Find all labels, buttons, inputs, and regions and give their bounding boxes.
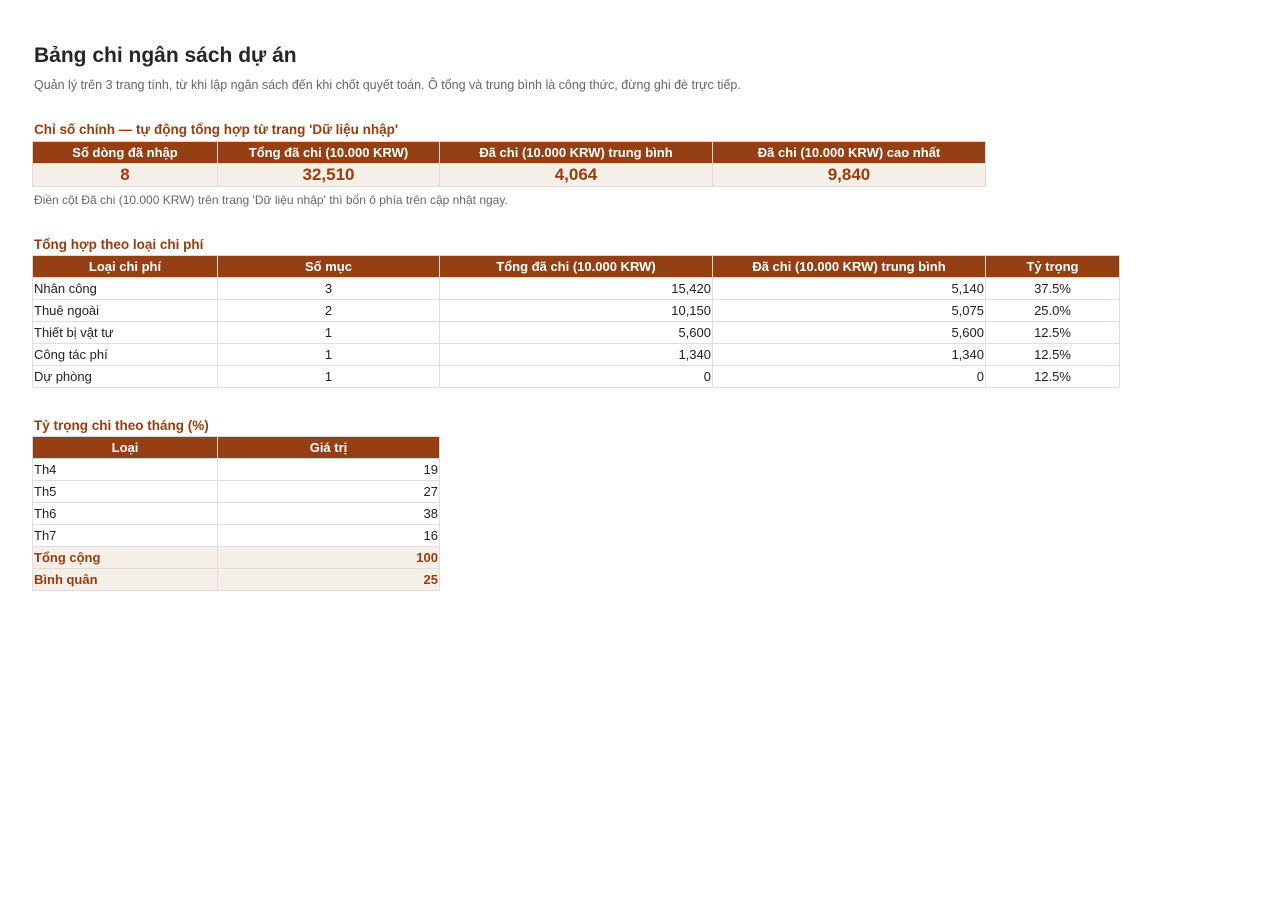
average-value-cell[interactable]: 25	[218, 569, 440, 591]
by-type-header-total[interactable]: Tổng đã chi (10.000 KRW)	[440, 256, 713, 278]
by-month-header-value[interactable]: Giá trị	[218, 437, 440, 459]
count-cell[interactable]: 1	[218, 344, 440, 366]
kpi-header-total-spent[interactable]: Tổng đã chi (10.000 KRW)	[218, 142, 440, 164]
table-row	[33, 503, 440, 525]
by-type-header-category[interactable]: Loại chi phí	[33, 256, 218, 278]
share-cell[interactable]: 25.0%	[986, 300, 1120, 322]
table-row	[33, 366, 1120, 388]
category-cell[interactable]: Thiết bị vật tư	[33, 322, 218, 344]
value-cell[interactable]: 27	[218, 481, 440, 503]
page-title: Bảng chi ngân sách dự án	[34, 44, 297, 67]
by-type-header-row	[33, 256, 1120, 278]
average-cell[interactable]: 5,075	[713, 300, 986, 322]
total-cell[interactable]: 5,600	[440, 322, 713, 344]
value-cell[interactable]: 38	[218, 503, 440, 525]
count-cell[interactable]: 3	[218, 278, 440, 300]
by-month-section-title: Tỷ trọng chi theo tháng (%)	[34, 418, 209, 433]
category-cell[interactable]: Thuê ngoài	[33, 300, 218, 322]
by-type-header-count[interactable]: Số mục	[218, 256, 440, 278]
average-cell[interactable]: 1,340	[713, 344, 986, 366]
kpi-header-avg-spent[interactable]: Đã chi (10.000 KRW) trung bình	[440, 142, 713, 164]
kpi-value-max-spent[interactable]: 9,840	[713, 164, 986, 187]
kpi-header-row	[33, 142, 986, 164]
kpi-value-row	[33, 164, 986, 187]
kpi-value-total-spent[interactable]: 32,510	[218, 164, 440, 187]
kpi-header-rows-entered[interactable]: Số dòng đã nhập	[33, 142, 218, 164]
share-cell[interactable]: 12.5%	[986, 344, 1120, 366]
category-cell[interactable]: Dự phòng	[33, 366, 218, 388]
month-cell[interactable]: Th7	[33, 525, 218, 547]
average-cell[interactable]: 5,600	[713, 322, 986, 344]
count-cell[interactable]: 1	[218, 366, 440, 388]
category-cell[interactable]: Nhân công	[33, 278, 218, 300]
share-cell[interactable]: 37.5%	[986, 278, 1120, 300]
page-subtitle: Quản lý trên 3 trang tính, từ khi lập ngân sách đến khi chốt quyết toán. Ô tổng và trung bình là công thức, đừng ghi đè trực tiếp.	[34, 78, 741, 92]
average-label-cell[interactable]: Bình quân	[33, 569, 218, 591]
kpi-header-max-spent[interactable]: Đã chi (10.000 KRW) cao nhất	[713, 142, 986, 164]
kpi-value-rows-entered[interactable]: 8	[33, 164, 218, 187]
kpi-section-title: Chỉ số chính — tự động tổng hợp từ trang 'Dữ liệu nhập'	[34, 122, 399, 137]
share-cell[interactable]: 12.5%	[986, 366, 1120, 388]
by-month-header-label[interactable]: Loại	[33, 437, 218, 459]
table-row	[33, 459, 440, 481]
month-cell[interactable]: Th4	[33, 459, 218, 481]
total-cell[interactable]: 10,150	[440, 300, 713, 322]
by-month-table	[32, 436, 440, 591]
by-month-header-row	[33, 437, 440, 459]
by-type-section-title: Tổng hợp theo loại chi phí	[34, 237, 204, 252]
table-row	[33, 481, 440, 503]
by-type-header-share[interactable]: Tỷ trọng	[986, 256, 1120, 278]
average-cell[interactable]: 0	[713, 366, 986, 388]
total-cell[interactable]: 1,340	[440, 344, 713, 366]
by-type-header-average[interactable]: Đã chi (10.000 KRW) trung bình	[713, 256, 986, 278]
table-row	[33, 322, 1120, 344]
by-type-table	[32, 255, 1120, 388]
total-cell[interactable]: 15,420	[440, 278, 713, 300]
count-cell[interactable]: 2	[218, 300, 440, 322]
kpi-value-avg-spent[interactable]: 4,064	[440, 164, 713, 187]
total-value-cell[interactable]: 100	[218, 547, 440, 569]
kpi-note: Điền cột Đã chi (10.000 KRW) trên trang 'Dữ liệu nhập' thì bốn ô phía trên cập nhật ngay.	[34, 193, 508, 207]
share-cell[interactable]: 12.5%	[986, 322, 1120, 344]
total-label-cell[interactable]: Tổng cộng	[33, 547, 218, 569]
table-row	[33, 278, 1120, 300]
category-cell[interactable]: Công tác phí	[33, 344, 218, 366]
average-row	[33, 569, 440, 591]
table-row	[33, 525, 440, 547]
total-cell[interactable]: 0	[440, 366, 713, 388]
average-cell[interactable]: 5,140	[713, 278, 986, 300]
value-cell[interactable]: 16	[218, 525, 440, 547]
count-cell[interactable]: 1	[218, 322, 440, 344]
table-row	[33, 344, 1120, 366]
value-cell[interactable]: 19	[218, 459, 440, 481]
month-cell[interactable]: Th6	[33, 503, 218, 525]
kpi-table	[32, 141, 986, 187]
table-row	[33, 300, 1120, 322]
total-row	[33, 547, 440, 569]
month-cell[interactable]: Th5	[33, 481, 218, 503]
